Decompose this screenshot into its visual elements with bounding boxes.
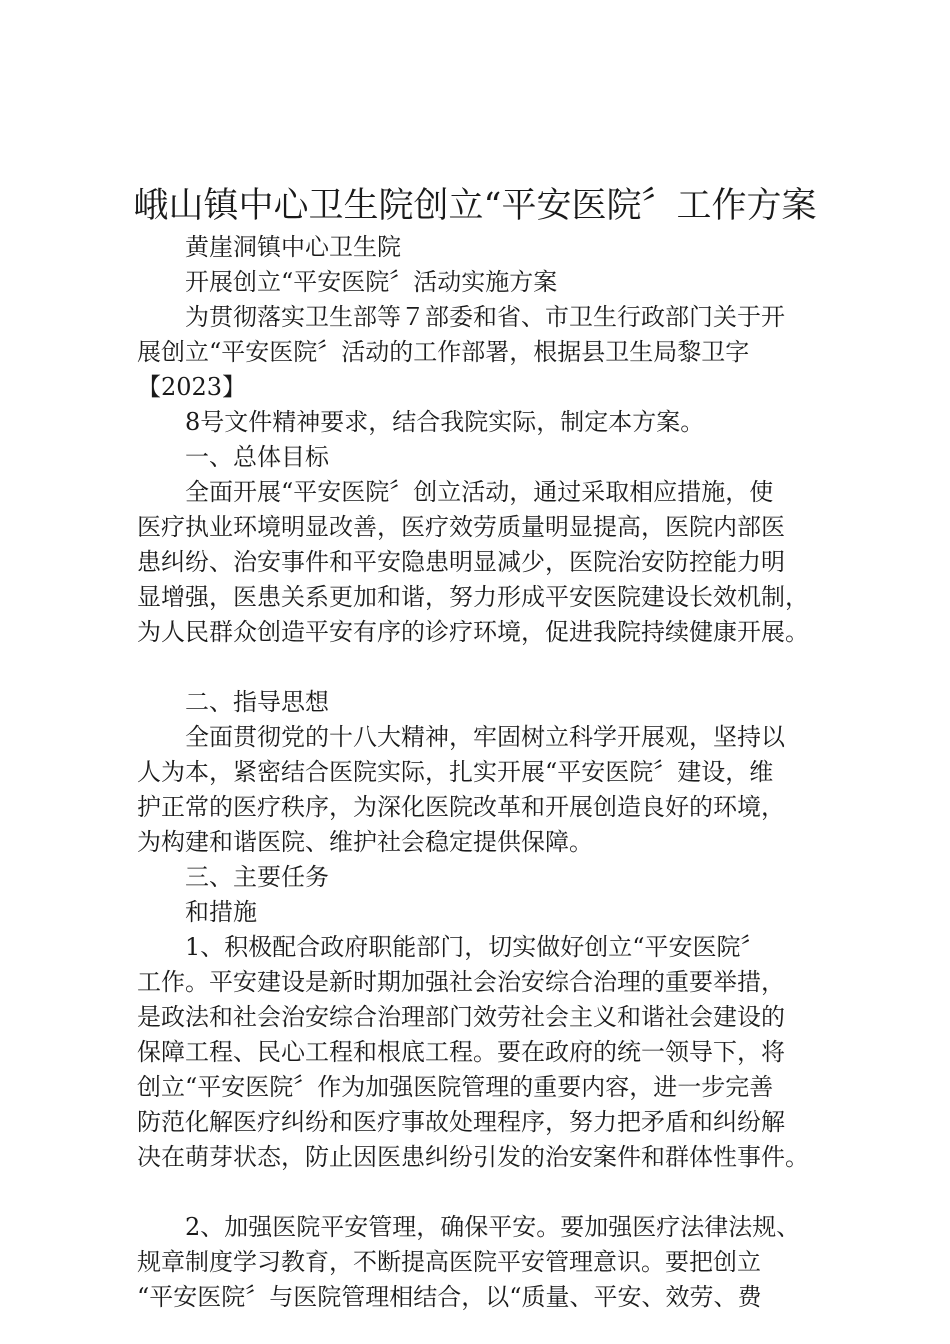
text-line: 三、主要任务 — [185, 863, 329, 891]
text-line: 二、指导思想 — [185, 688, 329, 716]
text-line: 创立“平安医院〞作为加强医院管理的重要内容，进一步完善 — [137, 1073, 774, 1101]
text-line: 【2023】 — [137, 373, 247, 401]
text-line: 工作。平安建设是新时期加强社会治安综合治理的重要举措， — [137, 968, 785, 996]
text-line: 为贯彻落实卫生部等７部委和省、市卫生行政部门关于开 — [185, 303, 785, 331]
text-line: 2、加强医院平安管理，确保平安。要加强医疗法律法规、 — [185, 1213, 801, 1241]
text-line: 医疗执业环境明显改善，医疗效劳质量明显提高，医院内部医 — [137, 513, 785, 541]
text-line: 全面贯彻党的十八大精神，牢固树立科学开展观，坚持以 — [185, 723, 785, 751]
document-title: 峨山镇中心卫生院创立“平安医院〞工作方案 — [133, 186, 817, 226]
text-line: 为人民群众创造平安有序的诊疗环境，促进我院持续健康开展。 — [137, 618, 809, 646]
text-line: 为构建和谐医院、维护社会稳定提供保障。 — [137, 828, 593, 856]
text-line: 1、积极配合政府职能部门，切实做好创立“平安医院〞 — [185, 933, 765, 961]
text-line: 开展创立“平安医院〞活动实施方案 — [185, 268, 558, 296]
text-line: 患纠纷、治安事件和平安隐患明显减少，医院治安防控能力明 — [137, 548, 785, 576]
text-line: 8号文件精神要求，结合我院实际，制定本方案。 — [185, 408, 705, 436]
text-line: 人为本，紧密结合医院实际，扎实开展“平安医院〞建设，维 — [137, 758, 774, 786]
text-line: “平安医院〞与医院管理相结合，以“质量、平安、效劳、费 — [137, 1283, 762, 1311]
text-line: 护正常的医疗秩序，为深化医院改革和开展创造良好的环境， — [137, 793, 785, 821]
document-body — [137, 230, 837, 1315]
text-line: 显增强，医患关系更加和谐，努力形成平安医院建设长效机制， — [137, 583, 809, 611]
text-line: 黄崖洞镇中心卫生院 — [185, 233, 401, 261]
text-line: 展创立“平安医院〞活动的工作部署，根据县卫生局黎卫字 — [137, 338, 750, 366]
paragraph-gap — [137, 1175, 837, 1210]
paragraph-gap — [137, 650, 837, 685]
text-line: 保障工程、民心工程和根底工程。要在政府的统一领导下，将 — [137, 1038, 785, 1066]
text-line: 规章制度学习教育，不断提高医院平安管理意识。要把创立 — [137, 1248, 761, 1276]
text-line: 一、总体目标 — [185, 443, 329, 471]
text-line: 决在萌芽状态，防止因医患纠纷引发的治安案件和群体性事件。 — [137, 1143, 809, 1171]
text-line: 全面开展“平安医院〞创立活动，通过采取相应措施，使 — [185, 478, 774, 506]
text-line: 是政法和社会治安综合治理部门效劳社会主义和谐社会建设的 — [137, 1003, 785, 1031]
text-line: 防范化解医疗纠纷和医疗事故处理程序，努力把矛盾和纠纷解 — [137, 1108, 785, 1136]
text-line: 和措施 — [185, 898, 257, 926]
